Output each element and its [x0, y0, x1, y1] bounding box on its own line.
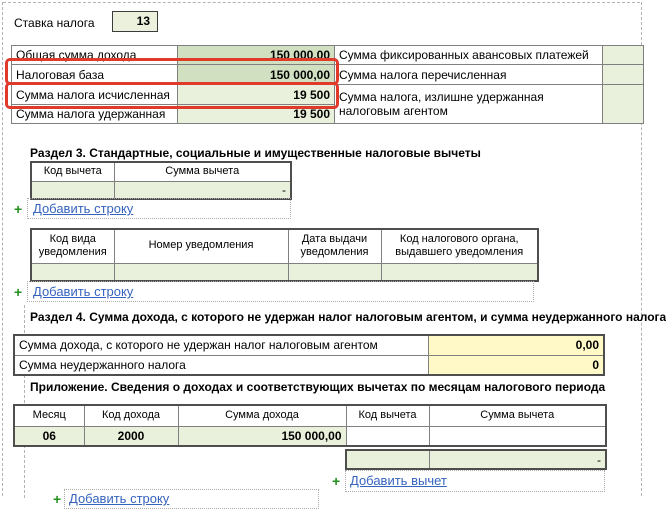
appendix-table [13, 404, 607, 447]
notif-authority-code-header: Код налогового органа, выдавшего уведомления [381, 229, 538, 263]
summary-right-table [334, 45, 644, 124]
add-row-link-2[interactable]: Добавить строку [33, 284, 134, 299]
income-code-field[interactable]: 2000 [84, 426, 178, 446]
notif-authority-code-field[interactable] [381, 263, 538, 281]
add-row-link-bottom[interactable]: Добавить строку [69, 491, 170, 506]
appendix-title: Приложение. Сведения о доходах и соответствующих вычетах по месяцам налогового периода [30, 380, 606, 394]
sub-deduction-amount-field[interactable]: - [429, 450, 606, 469]
sub-deduction-code-field[interactable] [346, 450, 429, 469]
deduction-code-header: Код вычета [346, 405, 429, 426]
income-code-header: Код дохода [84, 405, 178, 426]
tax-rate-label: Ставка налога [14, 16, 95, 30]
notif-issue-date-field[interactable] [288, 263, 381, 281]
tax-calculated-label: Сумма налога исчисленная [12, 85, 178, 105]
plus-icon[interactable]: + [332, 473, 341, 489]
plus-icon[interactable]: + [14, 284, 23, 300]
fixed-advance-field[interactable] [603, 46, 644, 65]
deduction-amount-header: Сумма вычета [114, 162, 291, 181]
month-field[interactable]: 06 [14, 426, 84, 446]
tax-not-withheld-label: Сумма неудержанного налога [14, 355, 428, 375]
month-header: Месяц [14, 405, 84, 426]
form-guide-top [3, 2, 640, 3]
tax-not-withheld-field[interactable]: 0 [428, 355, 604, 375]
notif-type-code-header: Код вида уведомления [31, 229, 114, 263]
deduction-code-header: Код вычета [31, 162, 114, 181]
tax-calculated-field[interactable]: 19 500 [178, 85, 335, 105]
row-deduction-amount-cell [429, 426, 606, 446]
fixed-advance-label: Сумма фиксированных авансовых платежей [335, 46, 603, 65]
section3-title: Раздел 3. Стандартные, социальные и имущественные налоговые вычеты [30, 146, 481, 160]
add-deduction-link[interactable]: Добавить вычет [350, 473, 447, 488]
deduction-amount-field[interactable]: - [114, 181, 291, 199]
add-row-link-1[interactable]: Добавить строку [33, 201, 134, 216]
row-deduction-code-cell [346, 426, 429, 446]
tax-overwithheld-field[interactable] [603, 85, 644, 124]
summary-left-table [11, 45, 335, 124]
income-no-tax-withheld-label: Сумма дохода, с которого не удержан налог налоговым агентом [14, 335, 428, 355]
tax-transferred-field[interactable] [603, 65, 644, 85]
notif-type-code-field[interactable] [31, 263, 114, 281]
tax-withheld-label: Сумма налога удержанная [12, 105, 178, 124]
deduction-code-field[interactable] [31, 181, 114, 199]
total-income-field[interactable]: 150 000,00 [178, 46, 335, 65]
section4-table [13, 334, 605, 376]
income-amount-field[interactable]: 150 000,00 [178, 426, 346, 446]
plus-icon[interactable]: + [53, 491, 62, 507]
section3-notifications-table [30, 228, 539, 282]
deduction-amount-header: Сумма вычета [429, 405, 606, 426]
income-amount-header: Сумма дохода [178, 405, 346, 426]
plus-icon[interactable]: + [14, 201, 23, 217]
notif-issue-date-header: Дата выдачи уведомления [288, 229, 381, 263]
section3-deductions-table [30, 161, 292, 200]
tax-overwithheld-label: Сумма налога, излишне удержанная налоговым агентом [335, 85, 603, 124]
notif-number-header: Номер уведомления [114, 229, 288, 263]
form-guide-left [2, 2, 3, 496]
tax-rate-field[interactable]: 13 [112, 11, 158, 32]
income-no-tax-withheld-field[interactable]: 0,00 [428, 335, 604, 355]
appendix-deduction-subtable [345, 449, 607, 470]
notif-number-field[interactable] [114, 263, 288, 281]
total-income-label: Общая сумма дохода [12, 46, 178, 65]
tax-transferred-label: Сумма налога перечисленная [335, 65, 603, 85]
section4-title: Раздел 4. Сумма дохода, с которого не удержан налог налоговым агентом, и сумма неудержанного налога [30, 310, 666, 324]
tax-base-label: Налоговая база [12, 65, 178, 85]
tax-base-field[interactable]: 150 000,00 [178, 65, 335, 85]
tax-withheld-field[interactable]: 19 500 [178, 105, 335, 124]
